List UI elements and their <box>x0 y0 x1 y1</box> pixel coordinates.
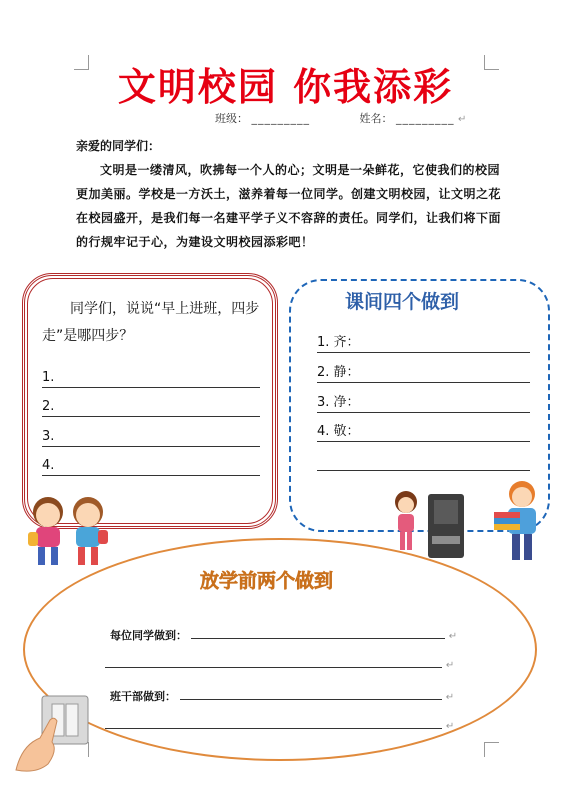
class-leader-blank[interactable] <box>180 689 442 700</box>
name-label: 姓名： <box>359 112 393 125</box>
class-field[interactable]: _________ <box>251 112 310 125</box>
letter-body: 文明是一缕清风，吹拂每一个人的心；文明是一朵鲜花，它使我们的校园更加美丽。学校是一方沃土，滋养着每一位同学。创建文明校园，让文明之花在校园盛开，是我们每一名建平学子义不容辞的责任。同学们，让我们将下面的行规牢记于心，为建设文明校园添彩吧！ <box>76 163 502 249</box>
paragraph-mark: ↵ <box>448 631 458 642</box>
morning-step-line-1[interactable] <box>42 369 260 388</box>
every-student-row-2 <box>105 657 454 671</box>
student-info-row <box>215 110 466 126</box>
step-number: 1. <box>42 370 55 385</box>
morning-steps-question: 同学们，说说“早上进班，四步走”是哪四步？ <box>42 301 260 344</box>
recess-rules-title: 课间四个做到 <box>345 291 460 313</box>
rule-label: 4. 敬： <box>317 424 360 439</box>
every-student-blank-2[interactable] <box>105 657 442 668</box>
morning-step-line-2[interactable] <box>42 398 260 417</box>
after-school-rules-title: 放学前两个做到 <box>200 570 334 592</box>
morning-step-line-3[interactable] <box>42 428 260 447</box>
rule-label: 3. 净： <box>317 395 360 410</box>
recess-rule-line-4[interactable] <box>317 423 530 442</box>
every-student-row <box>110 627 457 643</box>
name-field[interactable]: _________ <box>396 112 455 125</box>
class-leader-blank-2[interactable] <box>105 718 442 729</box>
every-student-blank[interactable] <box>191 628 445 639</box>
recess-rule-line-5[interactable] <box>317 452 530 471</box>
class-leader-label: 班干部做到： <box>110 690 176 703</box>
boy-with-books-illustration <box>490 478 550 568</box>
rule-label: 2. 静： <box>317 365 360 380</box>
paragraph-mark: ↵ <box>458 114 467 125</box>
rule-label: 1. 齐： <box>317 335 360 350</box>
step-number: 2. <box>42 399 55 414</box>
paragraph-mark: ↵ <box>445 692 455 703</box>
class-leader-row-2 <box>105 718 454 732</box>
class-label: 班级： <box>215 112 248 125</box>
page-title: 文明校园 你我添彩 <box>117 65 454 109</box>
morning-step-line-4[interactable] <box>42 457 260 476</box>
paragraph-mark: ↵ <box>445 660 455 671</box>
step-number: 3. <box>42 429 55 444</box>
recess-rule-line-1[interactable] <box>317 334 530 353</box>
step-number: 4. <box>42 458 55 473</box>
girl-water-dispenser-illustration <box>388 488 468 560</box>
hand-switch-illustration <box>12 690 92 776</box>
letter-greeting: 亲爱的同学们： <box>76 139 161 153</box>
every-student-label: 每位同学做到： <box>110 629 187 642</box>
recess-rule-line-3[interactable] <box>317 394 530 413</box>
kids-running-illustration <box>18 490 118 572</box>
recess-rule-line-2[interactable] <box>317 364 530 383</box>
paragraph-mark: ↵ <box>445 721 455 732</box>
class-leader-row <box>110 688 454 704</box>
crop-mark-bottom-right <box>484 742 499 757</box>
